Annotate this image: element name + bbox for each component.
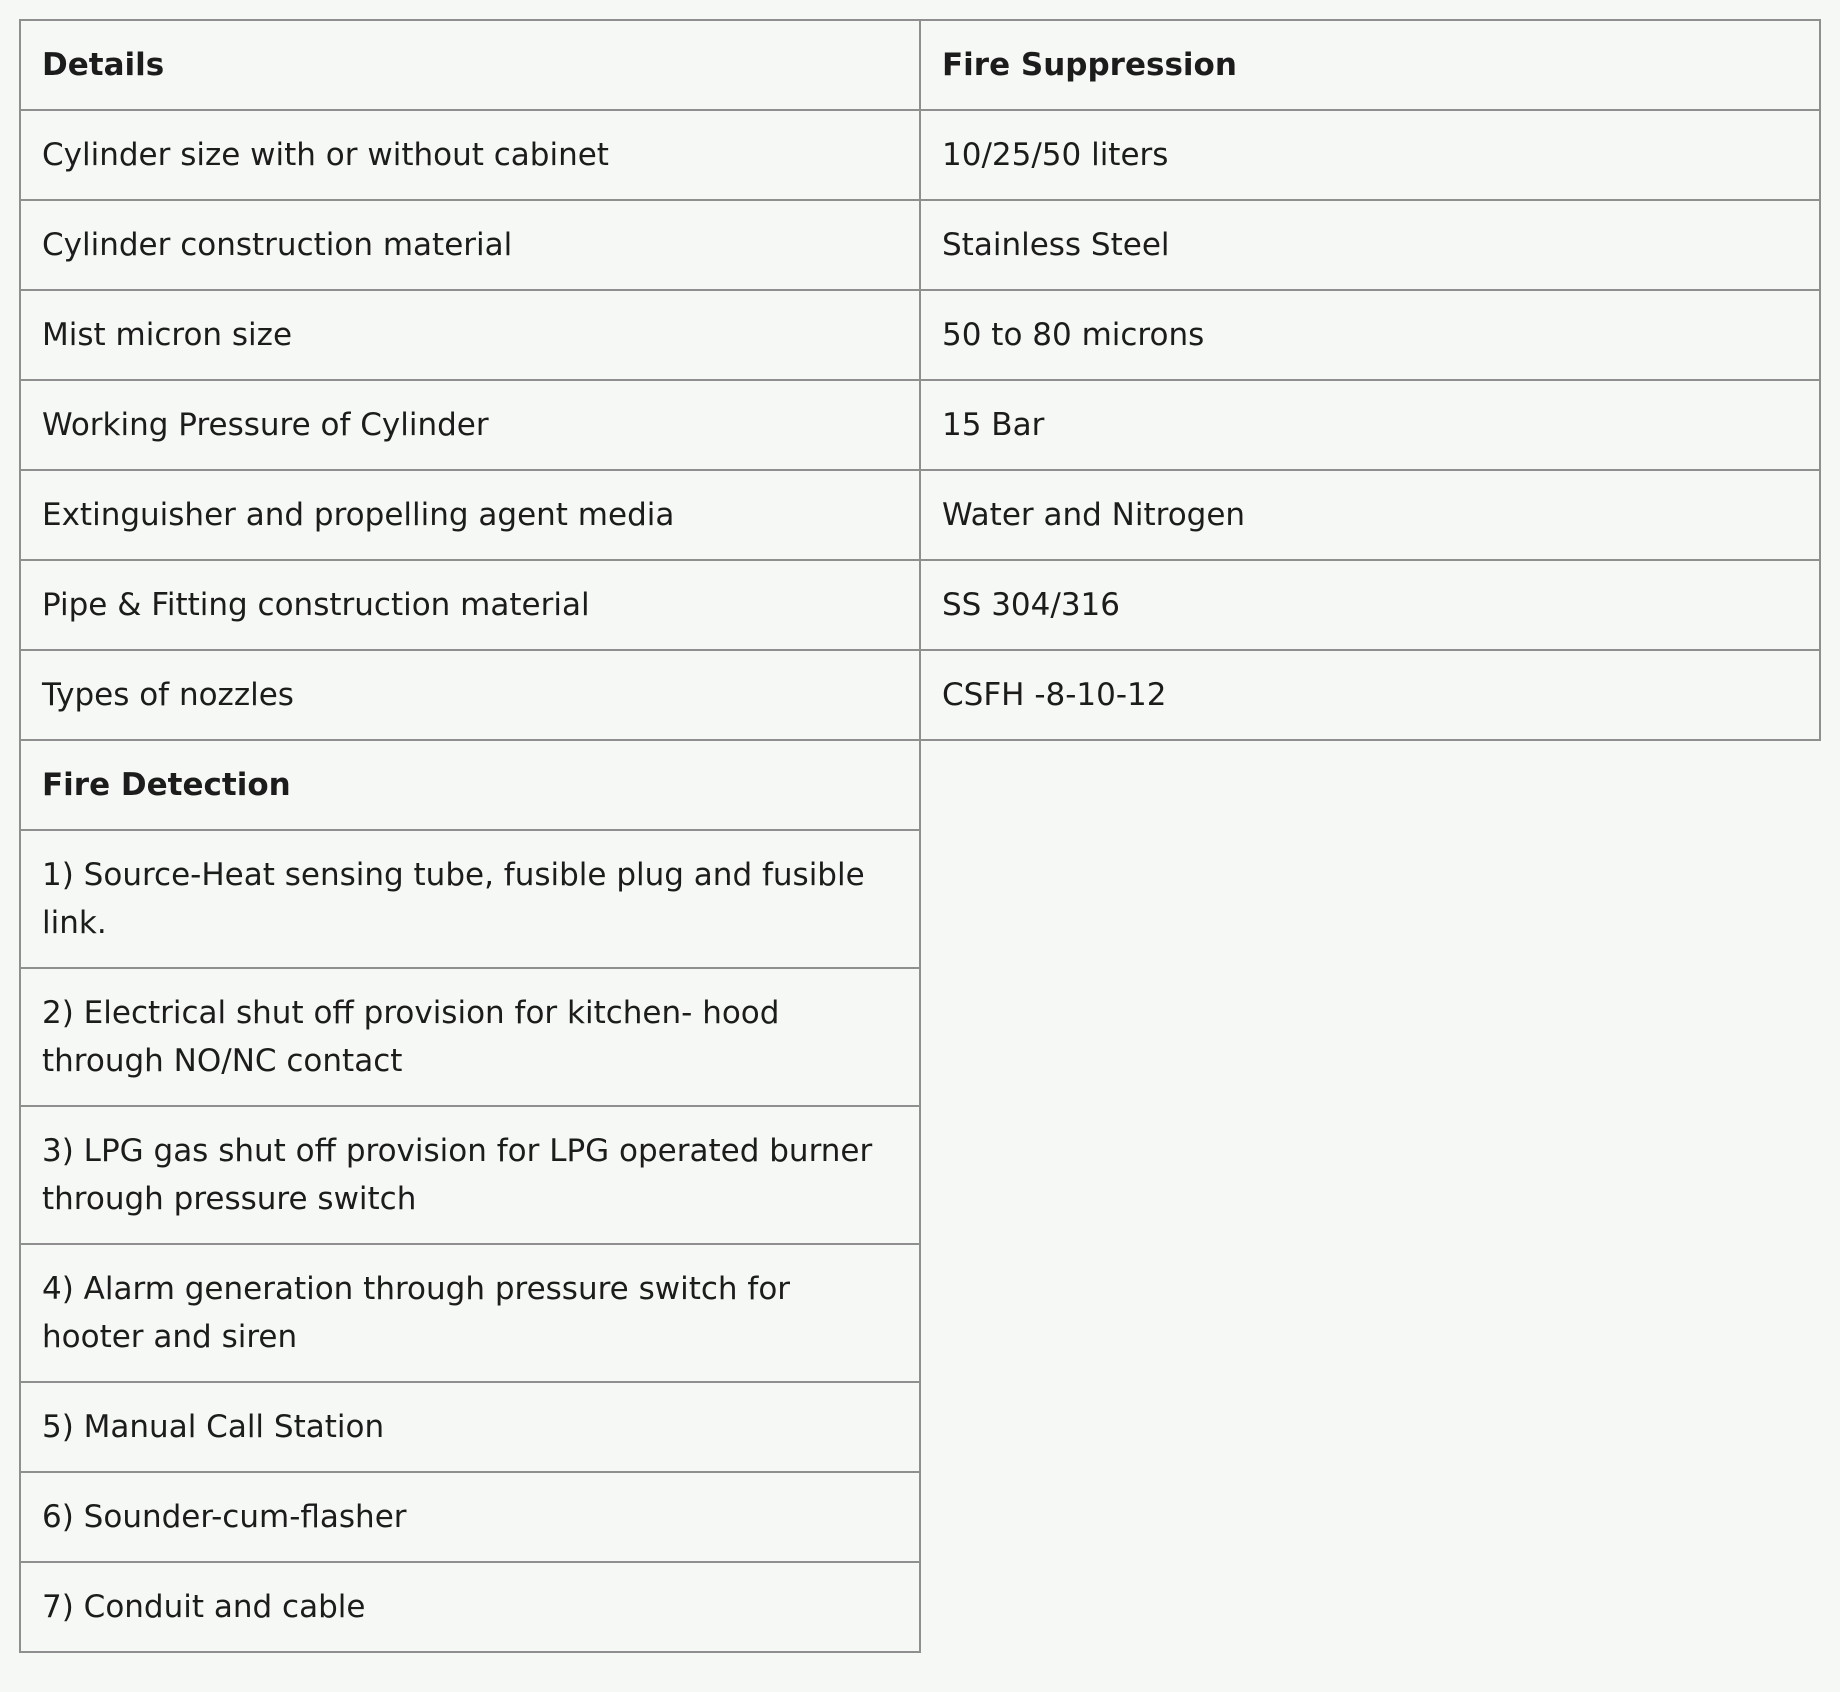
- table-row: [20, 560, 1820, 650]
- detection-row: [20, 1106, 1820, 1244]
- detection-row: [20, 968, 1820, 1106]
- detection-item: 2) Electrical shut off provision for kitchen- hood through NO/NC contact: [20, 968, 920, 1106]
- detection-item: 1) Source-Heat sensing tube, fusible plug and fusible link.: [20, 830, 920, 968]
- detection-item: 4) Alarm generation through pressure switch for hooter and siren: [20, 1244, 920, 1382]
- table-row: [20, 650, 1820, 740]
- header-fire-suppression: Fire Suppression: [920, 20, 1820, 110]
- detection-item: 7) Conduit and cable: [20, 1562, 920, 1652]
- table-row: [20, 290, 1820, 380]
- table-row: [20, 470, 1820, 560]
- value-cell: 15 Bar: [920, 380, 1820, 470]
- empty-cell: [920, 1244, 1820, 1382]
- empty-cell: [920, 740, 1820, 830]
- detection-row: [20, 1244, 1820, 1382]
- value-cell: SS 304/316: [920, 560, 1820, 650]
- detection-item: 3) LPG gas shut off provision for LPG operated burner through pressure switch: [20, 1106, 920, 1244]
- empty-cell: [920, 830, 1820, 968]
- empty-cell: [920, 968, 1820, 1106]
- table-row: [20, 110, 1820, 200]
- table-header-row: [20, 20, 1820, 110]
- detail-cell: Pipe & Fitting construction material: [20, 560, 920, 650]
- detection-item: 5) Manual Call Station: [20, 1382, 920, 1472]
- empty-cell: [920, 1472, 1820, 1562]
- empty-cell: [920, 1106, 1820, 1244]
- fire-detection-header-row: [20, 740, 1820, 830]
- detection-row: [20, 1472, 1820, 1562]
- detail-cell: Types of nozzles: [20, 650, 920, 740]
- spec-table: [19, 19, 1821, 1653]
- detection-row: [20, 1382, 1820, 1472]
- detection-row: [20, 830, 1820, 968]
- detail-cell: Cylinder construction material: [20, 200, 920, 290]
- detection-row: [20, 1562, 1820, 1652]
- value-cell: Water and Nitrogen: [920, 470, 1820, 560]
- detection-item: 6) Sounder-cum-flasher: [20, 1472, 920, 1562]
- detail-cell: Extinguisher and propelling agent media: [20, 470, 920, 560]
- value-cell: CSFH -8-10-12: [920, 650, 1820, 740]
- detail-cell: Working Pressure of Cylinder: [20, 380, 920, 470]
- value-cell: 10/25/50 liters: [920, 110, 1820, 200]
- header-details: Details: [20, 20, 920, 110]
- table-row: [20, 380, 1820, 470]
- value-cell: 50 to 80 microns: [920, 290, 1820, 380]
- detail-cell: Mist micron size: [20, 290, 920, 380]
- table-row: [20, 200, 1820, 290]
- detail-cell: Cylinder size with or without cabinet: [20, 110, 920, 200]
- empty-cell: [920, 1562, 1820, 1652]
- fire-detection-heading: Fire Detection: [20, 740, 920, 830]
- value-cell: Stainless Steel: [920, 200, 1820, 290]
- empty-cell: [920, 1382, 1820, 1472]
